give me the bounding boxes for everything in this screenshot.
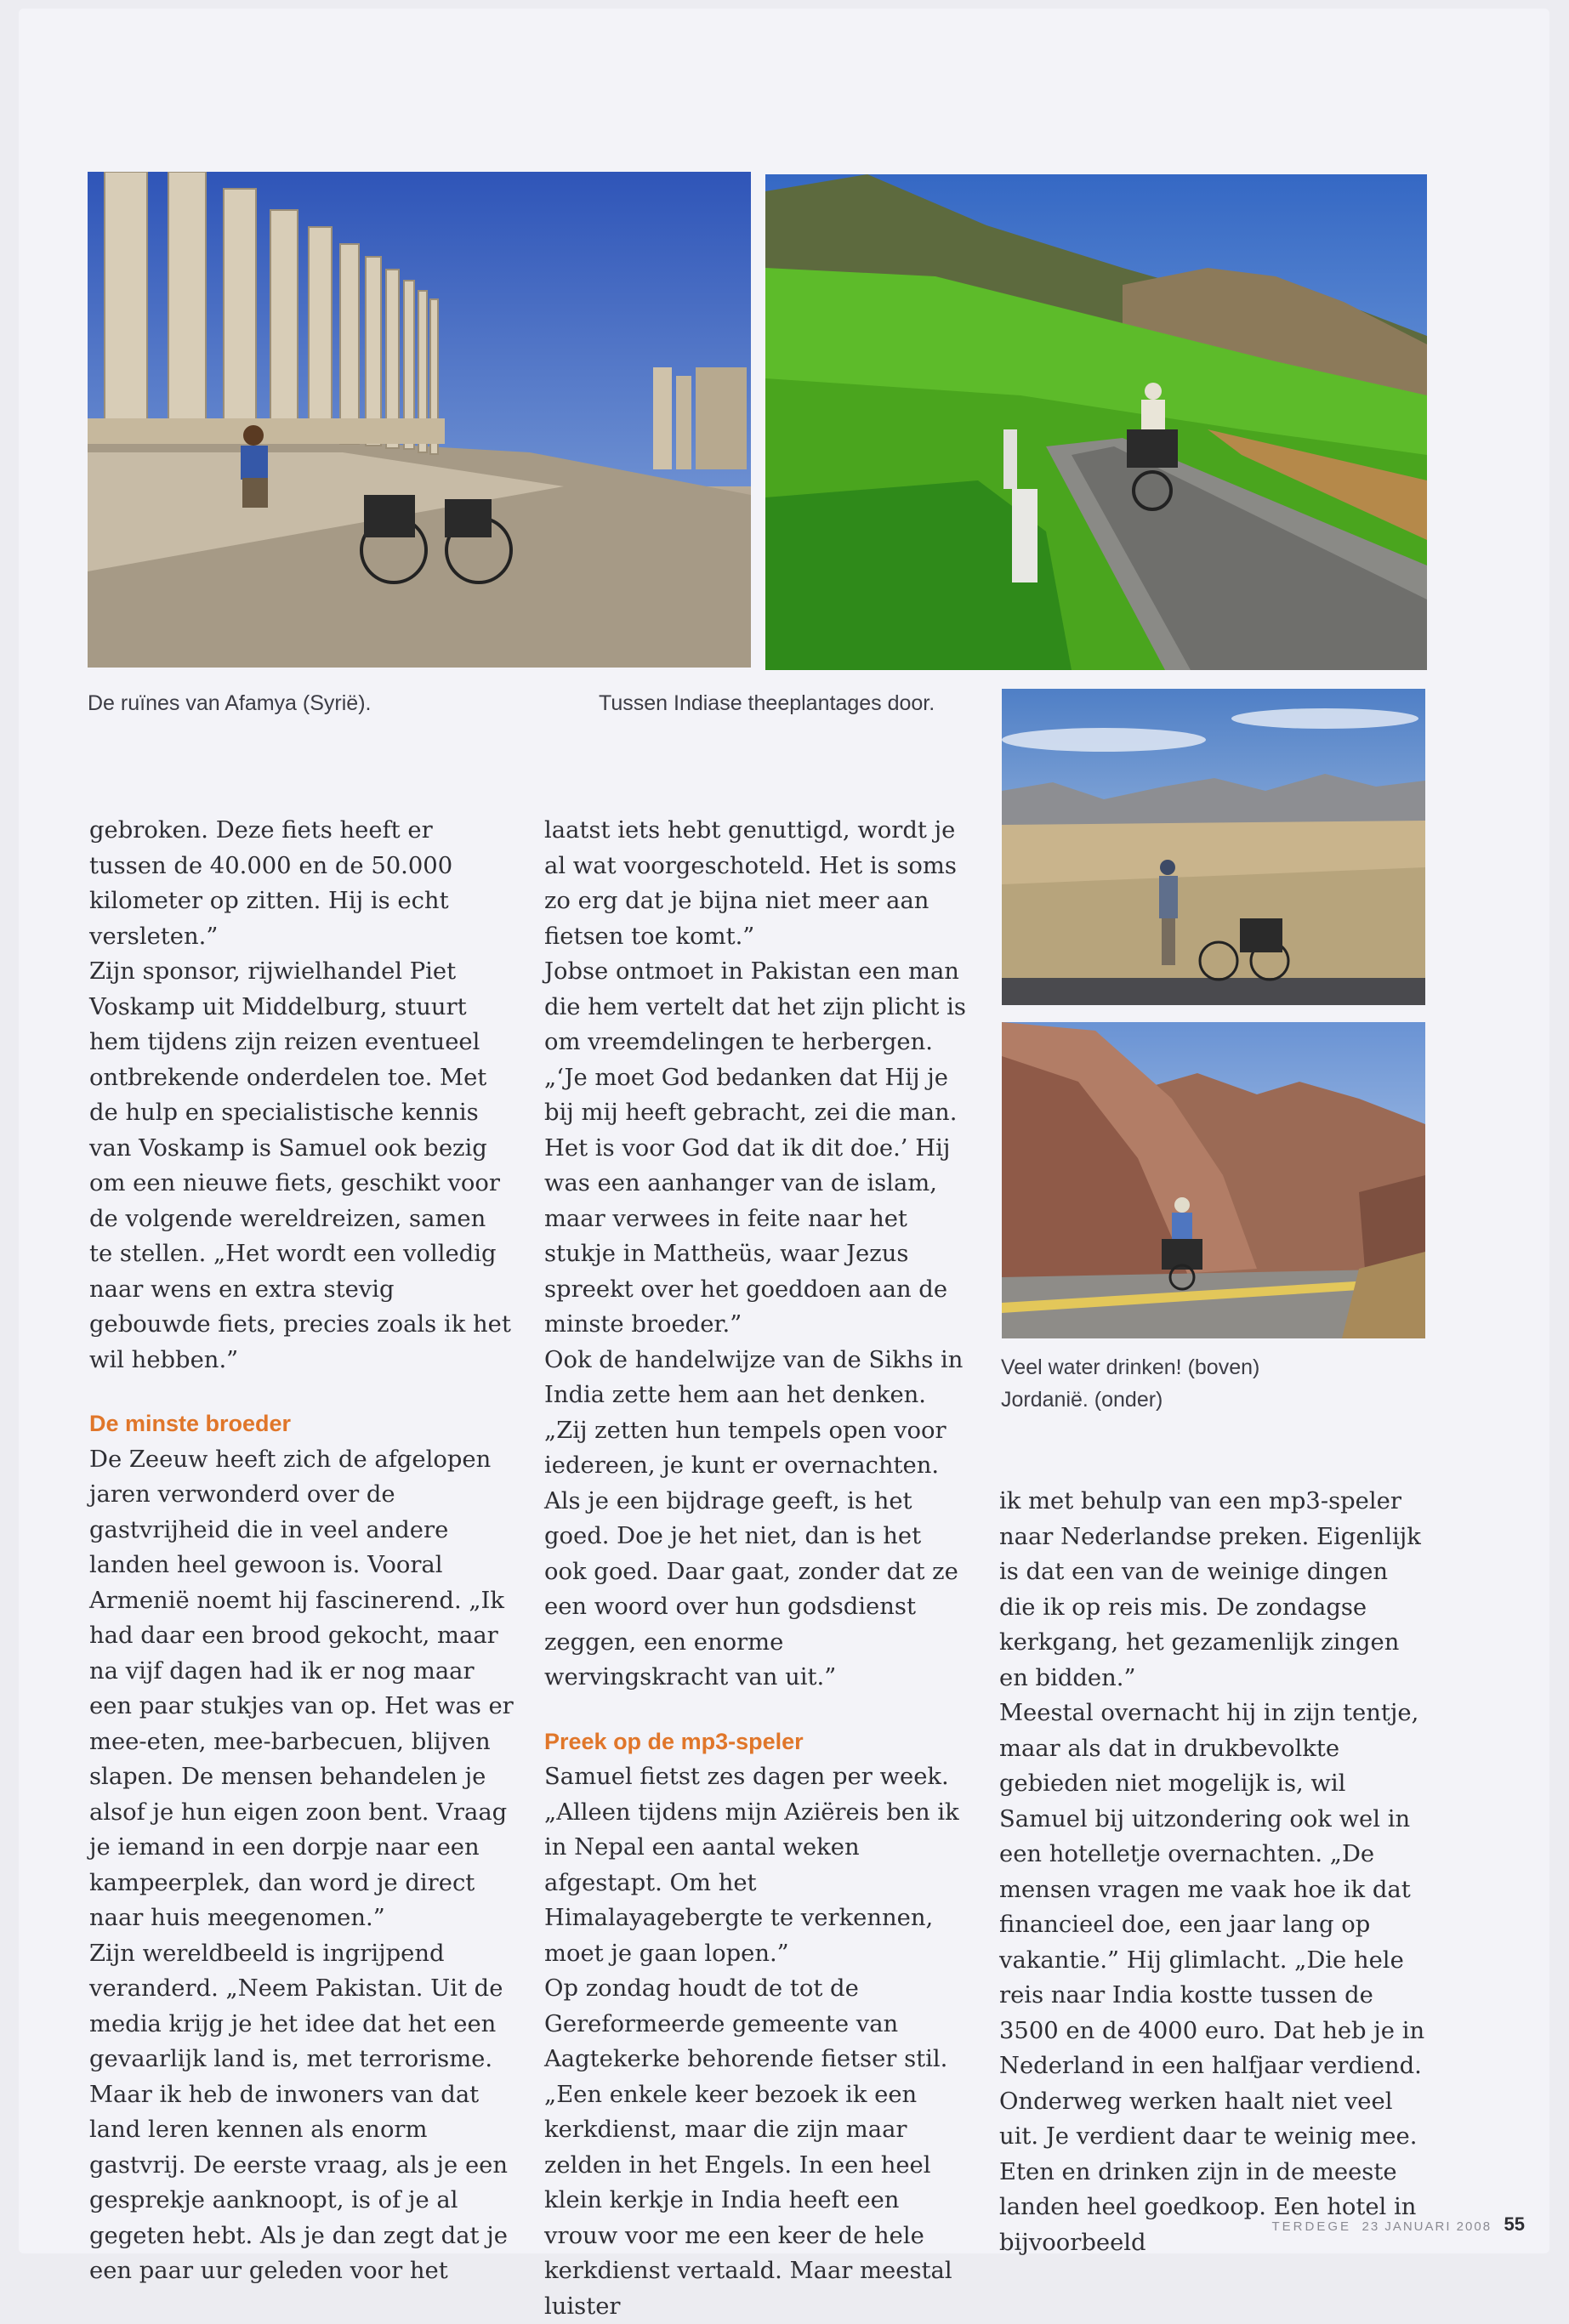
page-footer — [1272, 2213, 1525, 2236]
photo-tea-plantation — [765, 174, 1427, 670]
article-column-3 — [999, 1484, 1429, 2260]
subheading-preek-op-de-mp3-speler: Preek op de mp3-speler — [544, 1728, 804, 1754]
caption-drinking-water: Veel water drinken! (boven) — [1001, 1355, 1260, 1379]
caption-jordan: Jordanië. (onder) — [1001, 1388, 1163, 1412]
caption-tea-plantation: Tussen Indiase theeplantages door. — [599, 691, 935, 715]
subheading-de-minste-broeder: De minste broeder — [89, 1411, 292, 1436]
photo-jordan-road — [1002, 1022, 1425, 1338]
paragraph: Zijn wereldbeeld is ingrijpend veranderd. „Neem Pakistan. Uit de media krijg je het idee dat het een gevaarlijk land is, met terrorisme. Maar ik heb de inwoners van dat land leren kennen als enorm gastvrij. De eerste vraag, als je een gesprekje aanknoopt, is of je al gegeten hebt. Als je dan zegt dat je een paar uur geleden voor het — [89, 1940, 509, 2284]
page-number: 55 — [1504, 2213, 1525, 2235]
paragraph: Ook de handelwijze van de Sikhs in India zette hem aan het denken. „Zij zetten hun tempels open voor iedereen, je kunt er overnachten. Als je een bijdrage geeft, is het goed. Doe je het niet, dan is het ook goed. Daar gaat, zonder dat ze een woord over hun godsdienst zeggen, een enorme wervingskracht van uit.” — [544, 1346, 964, 1690]
caption-afamya: De ruïnes van Afamya (Syrië). — [88, 691, 372, 715]
article-column-2 — [544, 813, 969, 2324]
magazine-name: TERDEGE — [1271, 2219, 1352, 2234]
paragraph: gebroken. Deze fiets heeft er tussen de 40.000 en de 50.000 kilometer op zitten. Hij is echt versleten.” — [89, 817, 453, 950]
paragraph: ik met behulp van een mp3-speler naar Nederlandse preken. Eigenlijk is dat een van de weinige dingen die ik op reis mis. De zondagse kerkgang, het gezamenlijk zingen en bidden.” — [999, 1488, 1421, 1691]
paragraph: De Zeeuw heeft zich de afgelopen jaren verwonderd over de gastvrijheid die in veel andere landen heel gewoon is. Vooral Armenië noemt hij fascinerend. „Ik had daar een brood gekocht, maar na vijf dagen had ik er nog maar een paar stukjes van op. Het was er mee-eten, mee-barbecuen, blijven slapen. De mensen behandelen je alsof je hun eigen zoon bent. Vraag je iemand in een dorpje naar een kampeerplek, dan word je direct naar huis meegenomen.” — [89, 1446, 514, 1931]
issue-date: 23 JANUARI 2008 — [1362, 2219, 1492, 2234]
paragraph: Meestal overnacht hij in zijn tentje, maar als dat in drukbevolkte gebieden niet mogelijk is, wil Samuel bij uitzondering ook wel in een hotelletje overnachten. „De mensen vragen me vaak hoe ik dat financieel doe, een jaar lang op vakantie.” Hij glimlacht. „Die hele reis naar India kostte tussen de 3500 en de 4000 euro. Dat heb je in Nederland in een halfjaar verdiend. Onderweg werken haalt niet veel uit. Je verdient daar te weinig mee. Eten en drinken zijn in de meeste landen heel goedkoop. Een hotel in bijvoorbeeld — [999, 1700, 1425, 2256]
photo-afamya-ruins — [88, 172, 751, 668]
paragraph: Samuel fietst zes dagen per week. „Alleen tijdens mijn Aziëreis ben ik in Nepal een aantal weken afgestapt. Om het Himalayagebergte te verkennen, moet je gaan lopen.” — [544, 1764, 959, 1967]
paragraph: Zijn sponsor, rijwielhandel Piet Voskamp uit Middelburg, stuurt hem tijdens zijn reizen eventueel ontbrekende onderdelen toe. Met de hulp en specialistische kennis van Voskamp is Samuel ook bezig om een nieuwe fiets, geschikt voor de volgende wereldreizen, samen te stellen. „Het wordt een volledig naar wens en extra stevig gebouwde fiets, precies zoals ik het wil hebben.” — [89, 958, 511, 1373]
paragraph: Op zondag houdt de tot de Gereformeerde gemeente van Aagtekerke behorende fietser stil. „Een enkele keer bezoek ik een kerkdienst, maar die zijn maar zelden in het Engels. In een heel klein kerkje in India heeft een vrouw voor me een keer de hele kerkdienst vertaald. Maar meestal luister — [544, 1975, 952, 2320]
paragraph: Jobse ontmoet in Pakistan een man die hem vertelt dat het zijn plicht is om vreemdelingen te herbergen. „‘Je moet God bedanken dat Hij je bij mij heeft gebracht, zei die man. Het is voor God dat ik dit doe.’ Hij was een aanhanger van de islam, maar verwees in feite naar het stukje in Mattheüs, waar Jezus spreekt over het goeddoen aan de minste broeder.” — [544, 958, 966, 1338]
article-column-1 — [89, 813, 514, 2289]
photo-drinking-water — [1002, 689, 1425, 1005]
paragraph: laatst iets hebt genuttigd, wordt je al wat voorgeschoteld. Het is soms zo erg dat je bijna niet meer aan fietsen toe komt.” — [544, 817, 957, 950]
